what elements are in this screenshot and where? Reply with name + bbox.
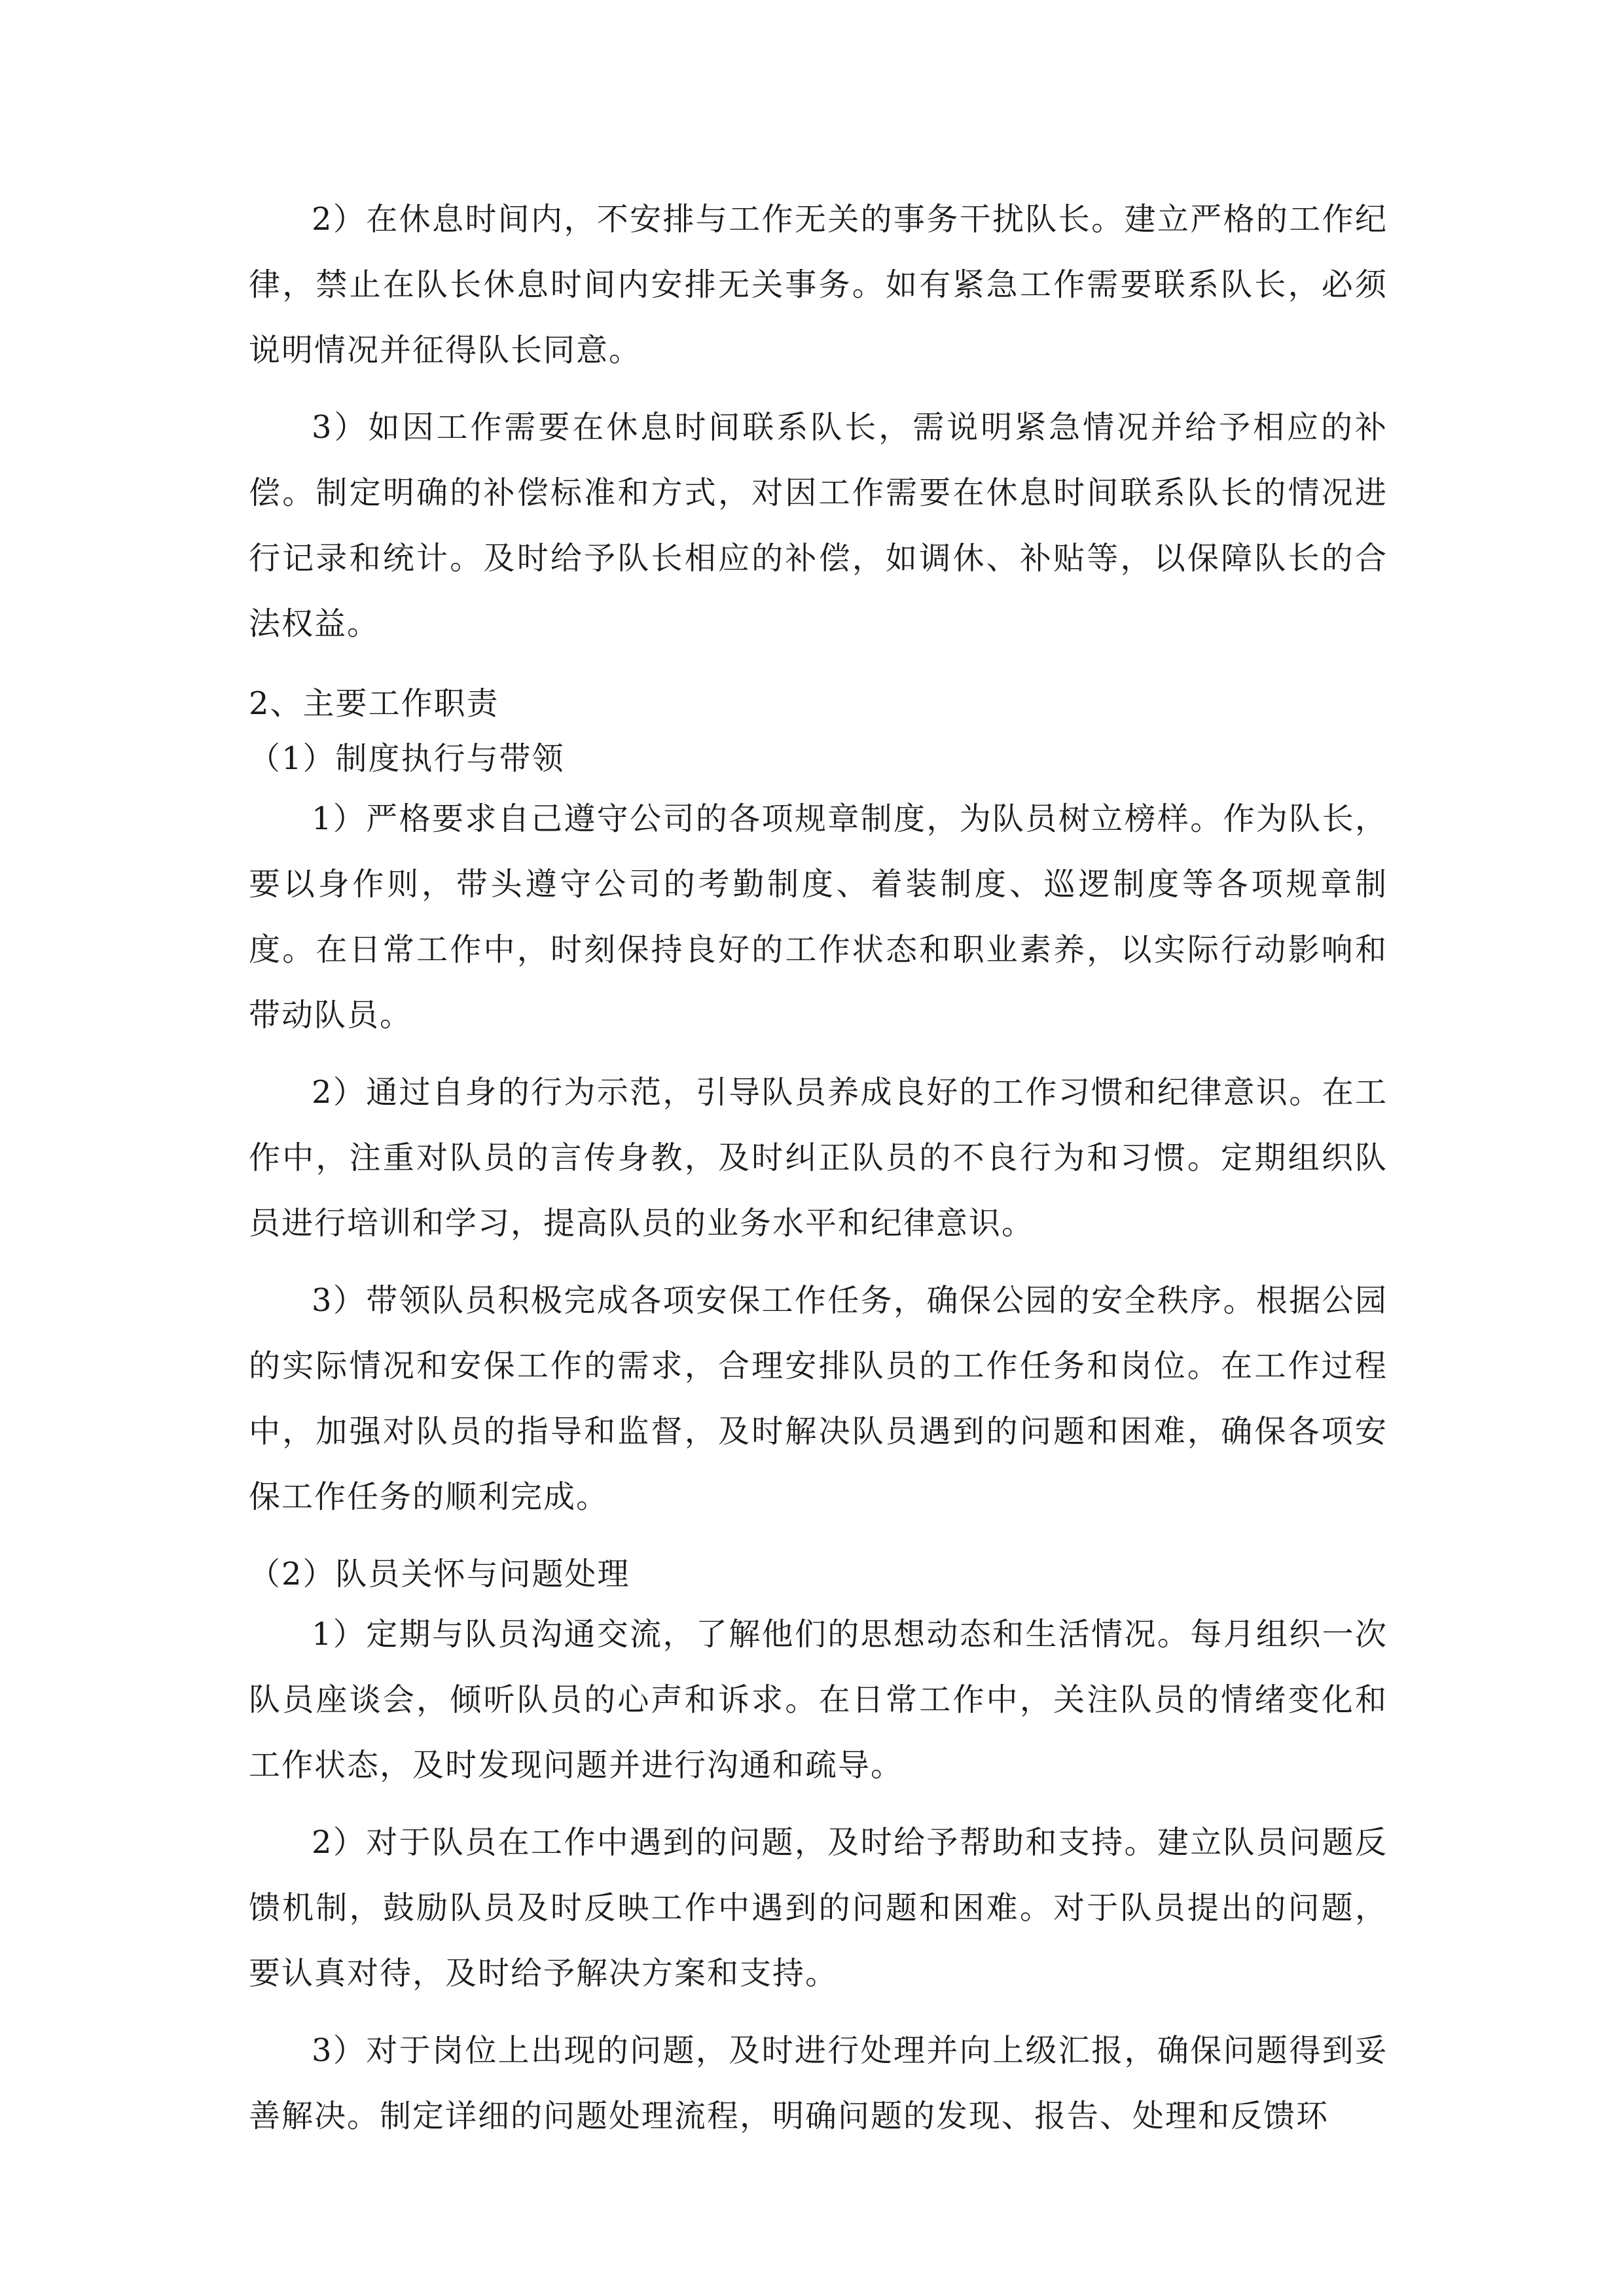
paragraph-rest-no-disturb: 2）在休息时间内，不安排与工作无关的事务干扰队长。建立严格的工作纪律，禁止在队长休息时间内安排无关事务。如有紧急工作需要联系队长，必须说明情况并征得队长同意。: [249, 201, 1388, 368]
subsection-heading-rules-leadership: （1）制度执行与带领: [249, 740, 565, 777]
subsection-heading-member-care: （2）队员关怀与问题处理: [249, 1556, 630, 1592]
paragraph-complete-security-tasks: 3）带领队员积极完成各项安保工作任务，确保公园的安全秩序。根据公园的实际情况和安保工作的需求，合理安排队员的工作任务和岗位。在工作过程中，加强对队员的指导和监督，及时解决队员遇到的问题和困难，确保各项安保工作任务的顺利完成。: [249, 1282, 1388, 1515]
paragraph-lead-by-example: 1）严格要求自己遵守公司的各项规章制度，为队员树立榜样。作为队长，要以身作则，带头遵守公司的考勤制度、着装制度、巡逻制度等各项规章制度。在日常工作中，时刻保持良好的工作状态和职业素养，以实际行动影响和带动队员。: [249, 800, 1388, 1033]
paragraph-behavior-guidance: 2）通过自身的行为示范，引导队员养成良好的工作习惯和纪律意识。在工作中，注重对队员的言传身教，及时纠正队员的不良行为和习惯。定期组织队员进行培训和学习，提高队员的业务水平和纪律意识。: [249, 1074, 1388, 1242]
section-heading-main-duties: 2、主要工作职责: [249, 685, 499, 722]
paragraph-help-and-support: 2）对于队员在工作中遇到的问题，及时给予帮助和支持。建立队员问题反馈机制，鼓励队员及时反映工作中遇到的问题和困难。对于队员提出的问题，要认真对待，及时给予解决方案和支持。: [249, 1824, 1388, 1992]
paragraph-problem-handling: 3）对于岗位上出现的问题，及时进行处理并向上级汇报，确保问题得到妥善解决。制定详细的问题处理流程，明确问题的发现、报告、处理和反馈环: [249, 2032, 1388, 2134]
paragraph-regular-communication: 1）定期与队员沟通交流，了解他们的思想动态和生活情况。每月组织一次队员座谈会，倾听队员的心声和诉求。在日常工作中，关注队员的情绪变化和工作状态，及时发现问题并进行沟通和疏导。: [249, 1616, 1388, 1784]
paragraph-rest-compensation: 3）如因工作需要在休息时间联系队长，需说明紧急情况并给予相应的补偿。制定明确的补偿标准和方式，对因工作需要在休息时间联系队长的情况进行记录和统计。及时给予队长相应的补偿，如调休、补贴等，以保障队长的合法权益。: [249, 409, 1388, 642]
document-page: [249, 187, 1388, 2161]
